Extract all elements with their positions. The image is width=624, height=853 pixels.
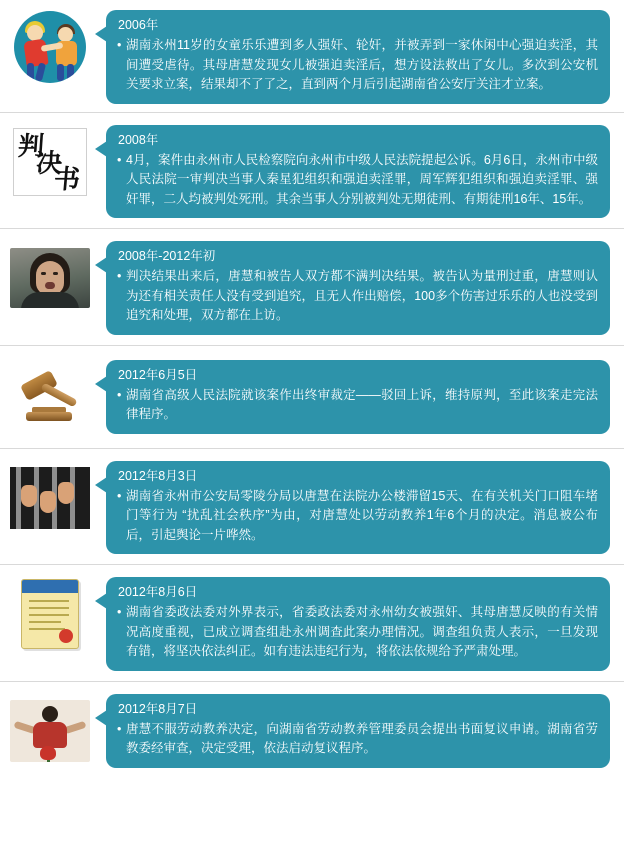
- timeline-bubble: [106, 10, 610, 104]
- timeline-date: 2008年: [118, 132, 159, 147]
- assault-illustration-icon: [8, 10, 92, 84]
- timeline-text: • 唐慧不服劳动教养决定，向湖南省劳动教养管理委员会提出书面复议申请。湖南省劳教委经审查，决定受理，依法启动复议程序。: [118, 720, 598, 759]
- timeline-entry-content: [100, 577, 610, 671]
- timeline-entry-icon-cell: [0, 461, 100, 535]
- timeline-entry-content: [100, 461, 610, 555]
- protest-petition-icon: [8, 694, 92, 768]
- timeline-entry: [0, 229, 624, 345]
- timeline-date: 2012年8月6日: [118, 585, 198, 599]
- legal-scroll-icon: [8, 577, 92, 651]
- timeline-text: • 湖南省高级人民法院就该案作出终审裁定——驳回上诉，维持原判，至此该案走完法律程序。: [118, 386, 598, 425]
- timeline-text: • 判决结果出来后，唐慧和被告人双方都不满判决结果。被告认为量刑过重，唐慧则认为还有相关责任人没有受到追究，且无人作出赔偿，100多个伤害过乐乐的人也没受到追究和处理，双方都在上访。: [118, 267, 598, 326]
- portrait-photo-icon: [8, 241, 92, 315]
- gavel-icon: [8, 360, 92, 434]
- timeline-bubble: [106, 360, 610, 434]
- timeline-entry: [0, 346, 624, 448]
- timeline-bubble: [106, 241, 610, 335]
- timeline-entry-content: [100, 241, 610, 335]
- judgement-document-icon: 判 决 书: [8, 125, 92, 199]
- timeline-text: • 4月，案件由永州市人民检察院向永州市中级人民法院提起公诉。6月6日，永州市中级人民法院一审判决当事人秦星犯组织和强迫卖淫罪，周军辉犯组织和强迫卖淫罪、强奸罪，二人均被判处死刑。其余当事人分别被判处无期徒刑、有期徒刑16年、15年。: [118, 151, 598, 210]
- prison-bars-icon: [8, 461, 92, 535]
- timeline-entry: [0, 113, 624, 229]
- timeline-date: 2012年6月5日: [118, 367, 198, 382]
- timeline-bubble: [106, 694, 610, 768]
- timeline-bubble: [106, 125, 610, 219]
- timeline-date: 2006年: [118, 18, 159, 32]
- timeline-entry-icon-cell: [0, 241, 100, 315]
- timeline-date: 2012年8月7日: [118, 701, 198, 716]
- timeline-entry-icon-cell: [0, 360, 100, 434]
- timeline-bubble: [106, 461, 610, 555]
- timeline-entry: [0, 682, 624, 778]
- timeline-text: • 湖南省永州市公安局零陵分局以唐慧在法院办公楼滞留15天、在有关机关门口阻车堵门等行为 “扰乱社会秩序”为由，对唐慧处以劳动教养1年6个月的决定。消息被公布后，引起舆论一片哗然。: [118, 487, 598, 546]
- timeline-text: • 湖南省委政法委对外界表示，省委政法委对永州幼女被强奸、其母唐慧反映的有关情况高度重视，已成立调查组赴永州调查此案办理情况。调查组负责人表示，一旦发现有错，将坚决依法纠正。如有违法违纪行为，将依法依规给予严肃处理。: [118, 603, 598, 662]
- timeline-entry: [0, 565, 624, 681]
- timeline-entry-icon-cell: [0, 125, 100, 199]
- timeline-entry-icon-cell: [0, 577, 100, 651]
- timeline-entry-content: [100, 360, 610, 434]
- timeline-date: 2012年8月3日: [118, 468, 198, 483]
- timeline-bubble: [106, 577, 610, 671]
- timeline-date: 2008年-2012年初: [118, 249, 216, 263]
- timeline-entry-content: [100, 125, 610, 219]
- timeline-entry: [0, 0, 624, 112]
- timeline-entry-icon-cell: [0, 10, 100, 84]
- timeline-entry: [0, 449, 624, 565]
- timeline-entry-icon-cell: [0, 694, 100, 768]
- timeline-entry-content: [100, 694, 610, 768]
- timeline-text: • 湖南永州11岁的女童乐乐遭到多人强奸、轮奸，并被弄到一家休闲中心强迫卖淫，其间遭受虐待。其母唐慧发现女儿被强迫卖淫后，想方设法救出了女儿。多次到公安机关要求立案，结果却不了了之，直到两个月后引起湖南省公安厅关注才立案。: [118, 36, 598, 95]
- timeline-entry-content: [100, 10, 610, 104]
